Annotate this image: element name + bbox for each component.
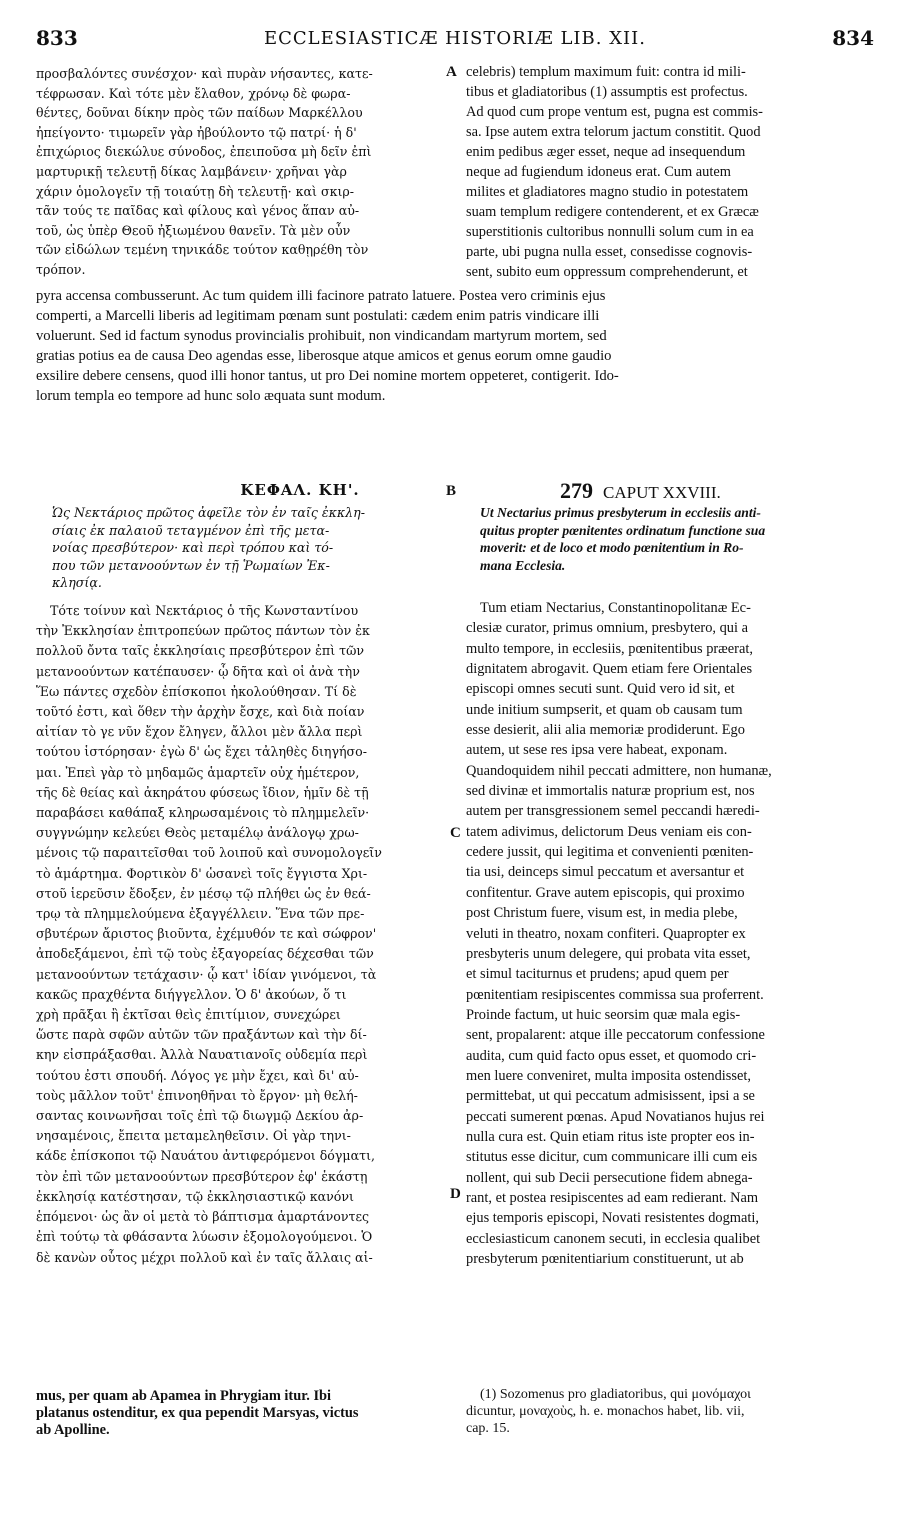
- text-line: exsilire debere censens, quod illi honor tantus, ut pro Dei nomine mortem oppeteret, contigerit. Ido-: [36, 368, 619, 384]
- text-line: sent, propalarent: atque ille peccatorum confessione: [466, 1027, 765, 1044]
- text-line: τέφρωσαν. Καὶ τότε μὲν ἔλαθον, χρόνῳ δὲ φωρα-: [36, 85, 351, 101]
- text-line: unde initium sumpserit, et quam ob causam tum: [466, 701, 743, 718]
- text-line: pyra accensa combusserunt. Ac tum quidem illi facinore patrato latuere. Postea vero criminis ejus: [36, 288, 606, 304]
- text-line: τὴν Ἐκκλησίαν ἐπιτροπεύων πρῶτος πάντων τὸν ἐκ: [36, 623, 370, 639]
- text-line: μετανοούντων κατέπαυσεν· ᾧ δῆτα καὶ οἱ ἀνὰ τὴν: [36, 663, 360, 679]
- text-line: sed divinæ et immortalis naturæ proprium est, nos: [466, 783, 755, 800]
- text-line: στοῦ ἱερεῦσιν ἔδοξεν, ἐν μέσῳ τῷ πλήθει ὡς ἐν θεά-: [36, 885, 371, 901]
- text-line: voluerunt. Sed id factum synodus provincialis prohibuit, non vindicandam martyrum mortem, sed: [36, 328, 607, 344]
- text-line: celebris) templum maximum fuit: contra id mili-: [466, 64, 746, 80]
- text-line: presbyterum pœnitentiarium constituerunt, ut ab: [466, 1251, 744, 1267]
- summary-line: που τῶν μετανοούντων ἐν τῇ Ῥωμαίων Ἐκ-: [52, 557, 330, 573]
- margin-marker-c: C: [450, 825, 461, 841]
- margin-marker-b: B: [446, 483, 457, 499]
- top-latin-column: [466, 62, 878, 282]
- text-line: autem per transgressionem semel peccandi hæredi-: [466, 803, 760, 820]
- text-line: τούτου ἱστόρησαν· ἐγὼ δ' ὡς ἔχει τἀληθὲς διηγήσο-: [36, 744, 367, 760]
- summary-line: mana Ecclesia.: [480, 557, 566, 573]
- text-line: audita, cum quid facto opus esset, et quomodo cri-: [466, 1047, 757, 1064]
- text-line: πολλοῦ ὄντα ταῖς ἐκκλησίαις πρεσβύτερον ἐπὶ τῶν: [36, 643, 365, 659]
- text-line: τᾶν τούς τε παῖδας καὶ φίλους καὶ γένος ἅπαν αὐ-: [36, 203, 360, 219]
- text-line: comperti, a Marcelli liberis ad legitimam pœnam sunt postulati: cædem enim patris vindicare illi: [36, 308, 600, 324]
- text-line: nulla cura est. Quin etiam ritus iste propter eos in-: [466, 1128, 755, 1145]
- latin-chapter-summary: [480, 504, 874, 574]
- text-line: χάριν ὁμολογεῖν τῇ τοιαύτῃ δὴ τελευτῇ· καὶ σκιρ-: [36, 183, 355, 199]
- text-line: ἐκκλησίᾳ κατέστησαν, τῷ ἐκκλησιαστικῷ κανόνι: [36, 1188, 354, 1204]
- text-line: προσβαλόντες συνέσχον· καὶ πυρὰν νήσαντες, κατε-: [36, 66, 373, 81]
- text-line: ἐπιχώριος διεκώλυε σύνοδος, ἐπειποῦσα μὴ δεῖν ἐπὶ: [36, 144, 372, 160]
- text-line: σαντας κοινωνῆσαι τοῖς ἐπὶ τῷ διωγμῷ Δεκίου ἀρ-: [36, 1108, 364, 1124]
- text-line: lorum templa eo tempore ad hunc solo æquata sunt modum.: [36, 388, 386, 404]
- text-line: συγγνώμην κελεύει Θεὸς μεταμέλῳ ἀνάλογῳ χρω-: [36, 825, 359, 841]
- text-line: ἐπὶ τούτῳ τὰ φθάσαντα λύωσιν ἐξομολογούμενοι. Ὁ: [36, 1229, 373, 1245]
- text-line: parte, ubi pugna nulla esset, consedisse cognovis-: [466, 244, 753, 260]
- chapter-number: 279: [560, 478, 593, 503]
- text-line: cap. 15.: [466, 1421, 510, 1436]
- margin-marker-a: A: [446, 64, 457, 80]
- text-line: νησαμένοις, ἔπειτα μεταμεληθεῖσιν. Οἱ γὰρ τηνι-: [36, 1128, 351, 1144]
- text-line: post Christum fuere, visum est, in media plebe,: [466, 905, 738, 922]
- text-line: τὸν ἐπὶ τῶν μετανοούντων πρεσβύτερον ἐφ' ἑκάστῃ: [36, 1168, 368, 1184]
- greek-chapter-summary: [52, 504, 444, 592]
- text-line: τὸ ἁμάρτημα. Φορτικὸν δ' ὡσανεὶ τοῖς ἔγγιστα Χρι-: [36, 865, 368, 881]
- text-line: αἰτίαν τὸ γε νῦν ἔχον ἔληγεν, ἄλλοι μὲν ἄλλα περὶ: [36, 724, 363, 740]
- text-line: presbyteris unum delegere, qui probata vita esset,: [466, 945, 751, 962]
- text-line: ejus temporis episcopi, Novati resistentes dogmati,: [466, 1210, 759, 1227]
- summary-line: quitus propter pœnitentes ordinatum functione sua: [480, 522, 766, 538]
- page-number-left: 833: [36, 26, 78, 50]
- latin-chapter-heading: [560, 478, 820, 504]
- summary-line: νοίας πρεσβύτερον· καὶ περὶ τρόπου καὶ τό-: [52, 540, 334, 555]
- text-line: σβυτέρων ἄριστος βιοῦντα, ἐχέμυθόν τε καὶ σώφρον': [36, 926, 377, 942]
- text-line: ab Apolline.: [36, 1422, 110, 1438]
- summary-line: moverit: et de loco et modo pœnitentium in Ro-: [480, 540, 744, 555]
- text-line: δὲ κανὼν οὗτος μέχρι πολλοῦ καὶ ἐν ταῖς ἄλλαις αἱ-: [36, 1249, 373, 1265]
- text-line: τῶν εἰδώλων τεμένη τηνικάδε τούτον καθῃρέθη τὸν: [36, 242, 369, 258]
- text-line: θέντες, δοῦναι δίκην πρὸς τῶν παίδων Μαρκέλλου: [36, 105, 363, 121]
- top-greek-column: [36, 64, 448, 280]
- text-line: Τότε τοίνυν καὶ Νεκτάριος ὁ τῆς Κωνσταντίνου: [50, 603, 359, 618]
- text-line: Proinde factum, ut huic seorsim quæ mala egis-: [466, 1006, 741, 1023]
- text-line: neque ad fugiendum idoneus erat. Cum autem: [466, 164, 731, 180]
- text-line: μαι. Ἐπεὶ γὰρ τὸ μηδαμῶς ἁμαρτεῖν οὐχ ἡμέτερον,: [36, 764, 360, 780]
- page-number-right: 834: [832, 26, 874, 50]
- text-line: Ad quod cum prope ventum est, pugna est commis-: [466, 104, 763, 120]
- text-line: τῆς δὲ θείας καὶ ἀκηράτου φύσεως ἴδιον, ἡμῖν δὲ τῇ: [36, 784, 369, 800]
- text-line: τοῦτό ἐστι, καὶ ὅθεν τὴν ἀρχὴν ἔσχε, καὶ διὰ ποίαν: [36, 704, 365, 720]
- footnote: [466, 1386, 878, 1437]
- greek-chapter-heading: ΚΕΦΑΛ. ΚΗ'.: [240, 481, 360, 499]
- summary-line: Ut Nectarius primus presbyterum in ecclesiis anti-: [480, 505, 761, 520]
- full-width-paragraph: [36, 286, 876, 406]
- text-line: μένοις τῷ παραιτεῖσθαι τοῦ λοιποῦ καὶ συνομολογεῖν: [36, 845, 382, 861]
- text-line: sent, subito eum oppressum comprehenderunt, et: [466, 264, 748, 280]
- text-line: χρὴ πρᾶξαι ἢ ἐκτῖσαι θεὶς ἐπιτίμιον, συνεχώρει: [36, 1007, 341, 1023]
- text-line: ἠπείγοντο· τιμωρεῖν γὰρ ἠβούλοντο τῷ πατρί· ἡ δ': [36, 124, 357, 140]
- text-line: ecclesiasticum canonem secuti, in ecclesia qualibet: [466, 1230, 761, 1247]
- text-line: nollent, qui sub Decii persecutione fidem abnega-: [466, 1169, 753, 1186]
- text-line: gratias potius ea de causa Deo agendas esse, liberosque atque amicos et genus eorum omne gaudio: [36, 348, 612, 364]
- text-line: platanus ostenditur, ex qua pependit Marsyas, victus: [36, 1405, 359, 1421]
- text-line: pœnitentiam resipiscentes commissa sua proferrent.: [466, 986, 764, 1003]
- text-line: milites et gladiatores magno studio in potestatem: [466, 184, 749, 200]
- summary-line: κλησίᾳ.: [52, 575, 102, 590]
- text-line: κάδε ἐπίσκοποι τῷ Ναυάτου ἀντιφερόμενοι δόγματι,: [36, 1148, 376, 1164]
- text-line: τούτου ἐστι σπουδή. Λόγος γε μὴν ἔχει, καὶ δι' αὐ-: [36, 1067, 359, 1083]
- text-line: Quandoquidem nihil peccati admittere, non humanæ,: [466, 762, 772, 779]
- text-line: peccati sumerent pœnas. Apud Novatianos hujus rei: [466, 1108, 765, 1125]
- text-line: tatem adivimus, delictorum Deus veniam eis con-: [466, 823, 752, 840]
- chapter-title: CAPUT XXVIII.: [603, 483, 721, 502]
- text-line: παραβάσει καθάπαξ κληρωσαμένοις τὸ πλημμελεῖν·: [36, 805, 370, 821]
- footnote-continuation: [36, 1388, 448, 1439]
- text-line: Ἕω πάντες σχεδὸν ἐπίσκοποι ἠκολούθησαν. Τί δὲ: [36, 683, 357, 699]
- text-line: sa. Ipse autem extra telorum jactum constitit. Quod: [466, 124, 761, 140]
- greek-body-column: [36, 601, 448, 1268]
- summary-line: σίαις ἐκ παλαιοῦ τεταγμένον ἐπὶ τῆς μετα-: [52, 522, 330, 538]
- text-line: (1) Sozomenus pro gladiatoribus, qui μονόμαχοι: [480, 1387, 751, 1402]
- text-line: enim pedibus æger esset, neque ad insequendum: [466, 144, 746, 160]
- summary-line: Ὡς Νεκτάριος πρῶτος ἀφεῖλε τὸν ἐν ταῖς ἐκκλη-: [52, 505, 365, 520]
- text-line: μετανοούντων τετάχασιν· ᾧ κατ' ἰδίαν γινόμενοι, τὰ: [36, 966, 377, 982]
- text-line: esse desierit, alii alia memoriæ prodiderunt. Ego: [466, 722, 745, 739]
- text-line: ὥστε παρὰ σφῶν αὐτῶν τῶν πραξάντων καὶ τὴν δί-: [36, 1027, 367, 1043]
- text-line: rant, et postea resipiscentes ad eam redierant. Nam: [466, 1189, 759, 1206]
- text-line: cedere jussit, qui legitima et convenienti pœniten-: [466, 844, 754, 861]
- text-line: τοὺς μᾶλλον τοῦτ' ἐπινοηθῆναι τὸ ἔργον· μὴ θελή-: [36, 1087, 358, 1103]
- text-line: dignitatem abrogavit. Quem etiam fere Orientales: [466, 661, 753, 678]
- margin-marker-d: D: [450, 1186, 461, 1202]
- text-line: clesiæ curator, primus omnium, presbytero, qui a: [466, 620, 748, 637]
- text-line: ἀποδεξάμενοι, ἐπὶ τῷ τοὺς ἐξαγορείας δέχεσθαι τῶν: [36, 946, 374, 962]
- running-title: ECCLESIASTICÆ HISTORIÆ LIB. XII.: [264, 28, 646, 49]
- text-line: superstitionis cultoribus nonnulli solum cum in ea: [466, 224, 754, 240]
- text-line: tibus et gladiatoribus (1) assumptis est profectus.: [466, 84, 748, 100]
- text-line: Tum etiam Nectarius, Constantinopolitanæ Ec-: [480, 600, 751, 616]
- latin-body-column: [466, 598, 878, 1269]
- text-line: mus, per quam ab Apamea in Phrygiam itur. Ibi: [36, 1388, 332, 1404]
- text-line: tia usi, deinceps simul peccatum et aversantur et: [466, 864, 745, 881]
- text-line: κακῶς πραχθέντα διήγγελλον. Ὁ δ' ἀκούων, ὅ τι: [36, 986, 347, 1002]
- text-line: stitutus esse dicitur, cum communicare illi cum eis: [466, 1149, 758, 1166]
- text-line: κην εἰσπράξασθαι. Ἀλλὰ Ναυατιανοῖς οὐδεμία περὶ: [36, 1047, 368, 1063]
- text-line: dicuntur, μοναχοὺς, h. e. monachos habet, lib. vii,: [466, 1404, 745, 1419]
- text-line: et simul taciturnus et prudens; apud quem per: [466, 966, 729, 983]
- text-line: suam templum redigere contenderent, et ex Græcæ: [466, 204, 759, 220]
- text-line: autem, ut sese res ipsa vere habeat, exponam.: [466, 742, 728, 759]
- text-line: confitentur. Grave autem episcopis, qui proximo: [466, 884, 745, 901]
- text-line: veluti in theatro, noxam confiteri. Quapropter ex: [466, 925, 746, 942]
- text-line: μαρτυρικῇ τελευτῇ δίκας λαμβάνειν· χρῆναι γὰρ: [36, 163, 347, 179]
- text-line: τοῦ, ὡς ὑπὲρ Θεοῦ ἠξιωμένου θανεῖν. Τὰ μὲν οὖν: [36, 222, 351, 238]
- text-line: men luere conveniret, multa imposita ostendisset,: [466, 1067, 751, 1084]
- text-line: episcopi omnes secuti sunt. Quid vero id sit, et: [466, 681, 735, 698]
- text-line: ἑπόμενοι· ὡς ἂν οἱ μετὰ τὸ βάπτισμα ἁμαρτάνοντες: [36, 1209, 370, 1225]
- running-head: [36, 26, 874, 56]
- text-line: permittebat, ut qui peccatum admisissent, ipsi a se: [466, 1088, 755, 1105]
- text-line: multo tempore, in ecclesiis, pœnitentibus præerat,: [466, 640, 753, 657]
- text-line: τρῳ τὰ πλημμελούμενα ἐξαγγέλλειν. Ἕνα τῶν πρε-: [36, 906, 365, 922]
- text-line: τρόπον.: [36, 261, 86, 277]
